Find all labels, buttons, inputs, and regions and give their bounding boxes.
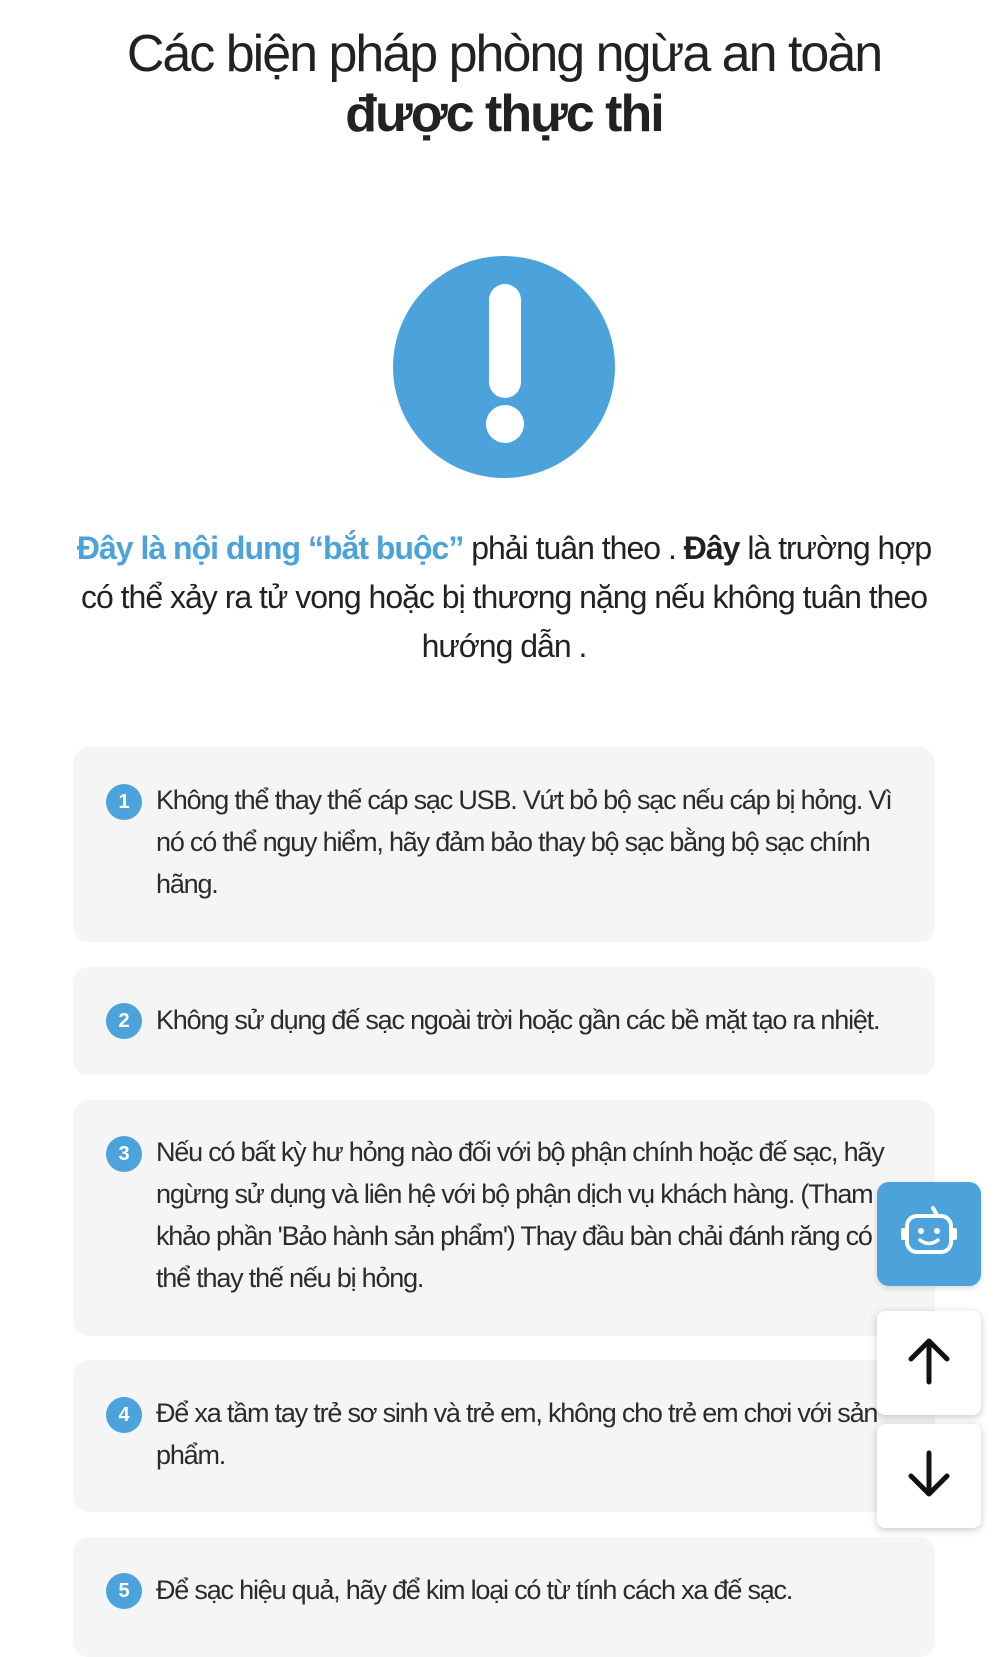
item-number-badge: 4 xyxy=(106,1397,142,1433)
intro-text xyxy=(60,524,948,671)
item-number-badge: 2 xyxy=(106,1003,142,1039)
list-item xyxy=(73,1537,935,1657)
chatbot-face-icon xyxy=(899,1202,959,1267)
page-title-line-2: được thực thi xyxy=(345,85,663,143)
item-text: Để sạc hiệu quả, hãy để kim loại có từ tính cách xa đế sạc. xyxy=(156,1575,793,1605)
item-text: Để xa tầm tay trẻ sơ sinh và trẻ em, không cho trẻ em chơi với sản phẩm. xyxy=(156,1398,878,1470)
page-title xyxy=(0,24,1008,144)
list-item xyxy=(73,1100,935,1336)
item-text: Nếu có bất kỳ hư hỏng nào đối với bộ phận chính hoặc đế sạc, hãy ngừng sử dụng và liên hệ với bộ phận dịch vụ khách hàng. (Tham khảo phần 'Bảo hành sản phẩm') Thay đầu bàn chải đánh răng có thể thay thế nếu bị hỏng. xyxy=(156,1137,884,1293)
intro-highlight: Đây là nội dung “bắt buộc” xyxy=(76,530,464,566)
item-text: Không thể thay thế cáp sạc USB. Vứt bỏ bộ sạc nếu cáp bị hỏng. Vì nó có thể nguy hiểm, hãy đảm bảo thay bộ sạc bằng bộ sạc chính hãng. xyxy=(156,785,892,899)
scroll-down-button[interactable] xyxy=(877,1424,981,1528)
list-item xyxy=(73,967,935,1075)
arrow-down-icon xyxy=(906,1449,952,1504)
intro-part-1: phải tuân theo . xyxy=(463,530,684,566)
item-number-badge: 5 xyxy=(106,1573,142,1609)
item-number-badge: 3 xyxy=(106,1136,142,1172)
arrow-up-icon xyxy=(906,1336,952,1391)
page-title-line-1: Các biện pháp phòng ngừa an toàn xyxy=(126,25,882,83)
item-text: Không sử dụng đế sạc ngoài trời hoặc gần các bề mặt tạo ra nhiệt. xyxy=(156,1005,880,1035)
exclamation-circle-icon xyxy=(393,256,615,478)
list-item xyxy=(73,1360,935,1512)
item-number-badge: 1 xyxy=(106,784,142,820)
intro-part-2: là trường hợp có thể xảy ra tử vong hoặc bị thương nặng nếu không tuân theo hướng dẫn . xyxy=(80,530,932,664)
list-item xyxy=(73,747,935,942)
scroll-up-button[interactable] xyxy=(877,1311,981,1415)
chatbot-button[interactable] xyxy=(877,1182,981,1286)
intro-strong: Đây xyxy=(683,530,740,566)
